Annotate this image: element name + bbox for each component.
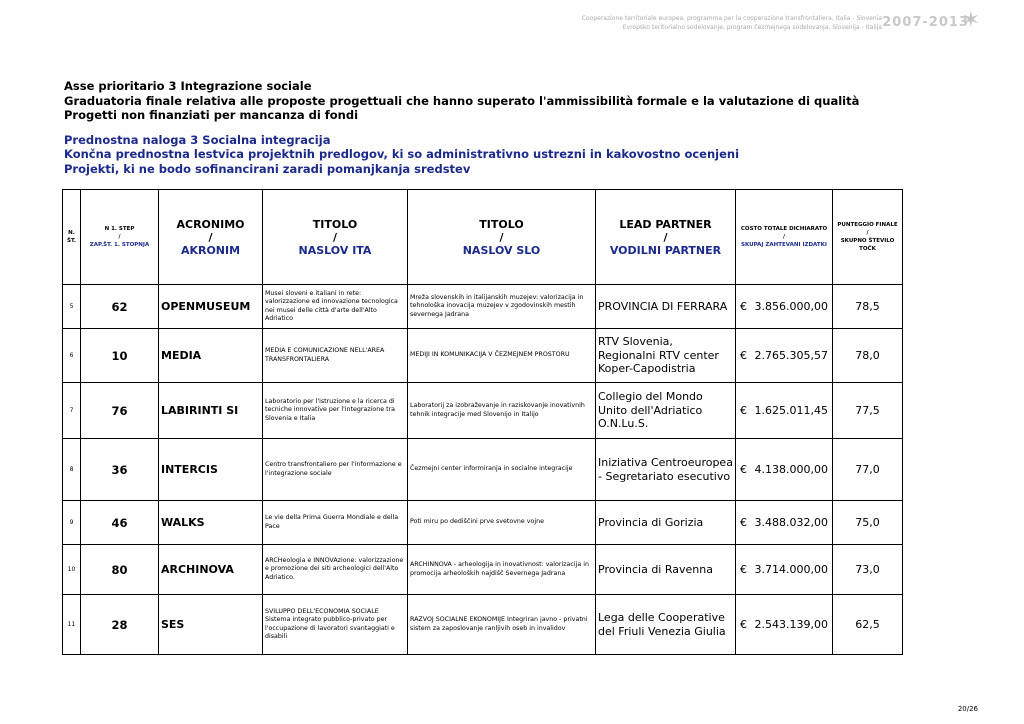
lead-partner: Lega delle Cooperative del Friuli Venezia Giulia: [596, 595, 736, 655]
header-slo: NASLOV ITA: [298, 243, 372, 257]
title-slo: Mreža slovenskih in italijanskih muzejev: valorizacija in tehnološka inovacija muzejev v zgodovinskih mestih severnega Jadrana: [408, 285, 596, 329]
title-ita: Laboratorio per l'istruzione e la ricerca di tecniche innovative per l'integrazione tra Slovenia e Italia: [263, 383, 408, 439]
title-slo: Čezmejni center informiranja in socialne integracije: [408, 439, 596, 501]
currency: €: [740, 563, 747, 576]
title-slo: ARCHINNOVA - arheologija in inovativnost: valorizacija in promocija arheoloških najdišč Severnega Jadrana: [408, 545, 596, 595]
cost-amount: 3.714.000,00: [754, 563, 828, 576]
title-ita: MEDIA E COMUNICAZIONE NELL'AREA TRANSFRONTALIERA: [263, 329, 408, 383]
page-number: 20/26: [957, 705, 978, 713]
step-number: 28: [81, 595, 159, 655]
acronym: OPENMUSEUM: [159, 285, 263, 329]
heading-slo: [64, 133, 859, 177]
header-ita: N.: [68, 230, 75, 236]
header-ita: TITOLO: [312, 217, 358, 231]
table-row: [63, 595, 903, 655]
lead-partner: Iniziativa Centroeuropea - Segretariato esecutivo: [596, 439, 736, 501]
step-number: 10: [81, 329, 159, 383]
header-separator: /: [663, 230, 668, 244]
step-number: 36: [81, 439, 159, 501]
acronym: MEDIA: [159, 329, 263, 383]
header-ita: PUNTEGGIO FINALE: [837, 222, 898, 228]
cost-amount: 2.543.139,00: [754, 618, 828, 631]
lead-partner: Provincia di Gorizia: [596, 501, 736, 545]
total-cost: [736, 329, 833, 383]
cost-amount: 3.856.000,00: [754, 300, 828, 313]
program-name-ita: Cooperazione territoriale europea, programma per la cooperazione transfrontaliera, Italia - Slovenia: [581, 15, 882, 22]
acronym: INTERCIS: [159, 439, 263, 501]
header-slo: NASLOV SLO: [462, 243, 541, 257]
acronym: SES: [159, 595, 263, 655]
acronym: ARCHINOVA: [159, 545, 263, 595]
currency: €: [740, 516, 747, 529]
final-score: 78,0: [833, 329, 903, 383]
title-ita: Centro transfrontaliero per l'informazione e l'integrazione sociale: [263, 439, 408, 501]
column-header-title-slo: [408, 190, 596, 285]
title-slo: RAZVOJ SOCIALNE EKONOMIJE Integriran javno - privatni sistem za zaposlovanje ranljivih oseb in invalidov: [408, 595, 596, 655]
header-ita: N 1. STEP: [104, 226, 135, 232]
header-separator: /: [332, 230, 338, 244]
currency: €: [740, 300, 747, 313]
total-cost: [736, 383, 833, 439]
program-years: 2007-2013: [882, 15, 969, 30]
final-score: 78,5: [833, 285, 903, 329]
currency: €: [740, 618, 747, 631]
title-ita: SVILUPPO DELL'ECONOMIA SOCIALE Sistema integrato pubblico-privato per l'occupazione di lavoratori svantaggiati e disabili: [263, 595, 408, 655]
currency: €: [740, 349, 747, 362]
header-ita: LEAD PARTNER: [619, 217, 712, 231]
step-number: 46: [81, 501, 159, 545]
acronym: WALKS: [159, 501, 263, 545]
heading-line: Graduatoria finale relativa alle proposte progettuali che hanno superato l'ammissibilità formale e la valutazione di qualità: [64, 93, 860, 108]
cost-amount: 2.765.305,57: [754, 349, 828, 362]
header-slo: ŠT.: [67, 238, 76, 244]
total-cost: [736, 545, 833, 595]
step-number: 80: [81, 545, 159, 595]
currency: €: [740, 404, 747, 417]
table-row: [63, 439, 903, 501]
row-number: 8: [63, 439, 81, 501]
table-header-row: [63, 190, 903, 285]
table-row: [63, 383, 903, 439]
title-slo: Laboratorij za izobraževanje in raziskovanje inovativnih tehnik integracije med Slovenijo in Italijo: [408, 383, 596, 439]
header-ita: TITOLO: [479, 217, 524, 231]
final-score: 73,0: [833, 545, 903, 595]
header-slo: SKUPAJ ZAHTEVANI IZDATKI: [741, 242, 827, 248]
final-score: 77,0: [833, 439, 903, 501]
column-header-title-ita: [263, 190, 408, 285]
table-row: [63, 285, 903, 329]
step-number: 62: [81, 285, 159, 329]
ranking-table: [62, 189, 903, 655]
column-header-step: [81, 190, 159, 285]
lead-partner: Collegio del Mondo Unito dell'Adriatico O.N.Lu.S.: [596, 383, 736, 439]
title-ita: Le vie della Prima Guerra Mondiale e della Pace: [263, 501, 408, 545]
step-number: 76: [81, 383, 159, 439]
total-cost: [736, 439, 833, 501]
table-row: [63, 329, 903, 383]
header-slo: AKRONIM: [180, 243, 241, 257]
lead-partner: RTV Slovenia, Regionalni RTV center Koper-Capodistria: [596, 329, 736, 383]
row-number: 7: [63, 383, 81, 439]
row-number: 5: [63, 285, 81, 329]
row-number: 6: [63, 329, 81, 383]
final-score: 62,5: [833, 595, 903, 655]
row-number: 10: [63, 545, 81, 595]
column-header-score: [833, 190, 903, 285]
header-separator: /: [499, 230, 504, 244]
program-logo: [582, 14, 968, 32]
table-row: [63, 501, 903, 545]
total-cost: [736, 501, 833, 545]
currency: €: [740, 463, 747, 476]
heading-line: Progetti non finanziati per mancanza di fondi: [64, 108, 359, 122]
document-heading: [64, 79, 859, 176]
cost-amount: 3.488.032,00: [754, 516, 828, 529]
heading-ita: [64, 79, 859, 123]
table-row: [63, 545, 903, 595]
final-score: 77,5: [833, 383, 903, 439]
title-slo: MEDIJI IN KOMUNIKACIJA V ČEZMEJNEM PROSTORU: [408, 329, 596, 383]
total-cost: [736, 285, 833, 329]
total-cost: [736, 595, 833, 655]
title-ita: Musei sloveni e italiani in rete: valorizzazione ed innovazione tecnologica nei musei delle città d'arte dell'Alto Adriatico: [263, 285, 408, 329]
column-header-acronym: [159, 190, 263, 285]
heading-line: Projekti, ki ne bodo sofinancirani zaradi pomanjkanja sredstev: [64, 161, 471, 176]
lead-partner: PROVINCIA DI FERRARA: [596, 285, 736, 329]
lead-partner: Provincia di Ravenna: [596, 545, 736, 595]
title-ita: ARCHeologia e INNOVAzione: valorizzazione e promozione dei siti archeologici dell'Alto Adriatico.: [263, 545, 408, 595]
title-slo: Poti miru po dediščini prve svetovne vojne: [408, 501, 596, 545]
header-slo: ZAP.ŠT. 1. STOPNJA: [89, 242, 150, 248]
header-separator: /: [782, 234, 785, 240]
header-slo: SKUPNO ŠTEVILO TOČK: [840, 238, 895, 252]
header-ita: ACRONIMO: [176, 217, 245, 231]
header-slo: VODILNI PARTNER: [609, 243, 722, 257]
program-name-slo: Evropsko teritorialno sodelovanje, program čezmejnega sodelovanja, Slovenija - Italija: [622, 24, 882, 31]
header-ita: COSTO TOTALE DICHIARATO: [740, 226, 828, 232]
heading-line: Asse prioritario 3 Integrazione sociale: [64, 79, 312, 93]
heading-line: Prednostna naloga 3 Socialna integracija: [64, 132, 331, 147]
final-score: 75,0: [833, 501, 903, 545]
cost-amount: 4.138.000,00: [754, 463, 828, 476]
row-number: 9: [63, 501, 81, 545]
heading-line: Končna prednostna lestvica projektnih predlogov, ki so administrativno ustrezni in kakovostno ocenjeni: [64, 147, 740, 161]
star-logo-icon: ✶: [961, 8, 980, 33]
header-separator: /: [118, 234, 121, 240]
header-separator: /: [208, 230, 213, 244]
column-header-cost: [736, 190, 833, 285]
cost-amount: 1.625.011,45: [754, 404, 828, 417]
column-header-n: [63, 190, 81, 285]
column-header-lead: [596, 190, 736, 285]
acronym: LABIRINTI SI: [159, 383, 263, 439]
header-separator: /: [866, 230, 869, 236]
row-number: 11: [63, 595, 81, 655]
